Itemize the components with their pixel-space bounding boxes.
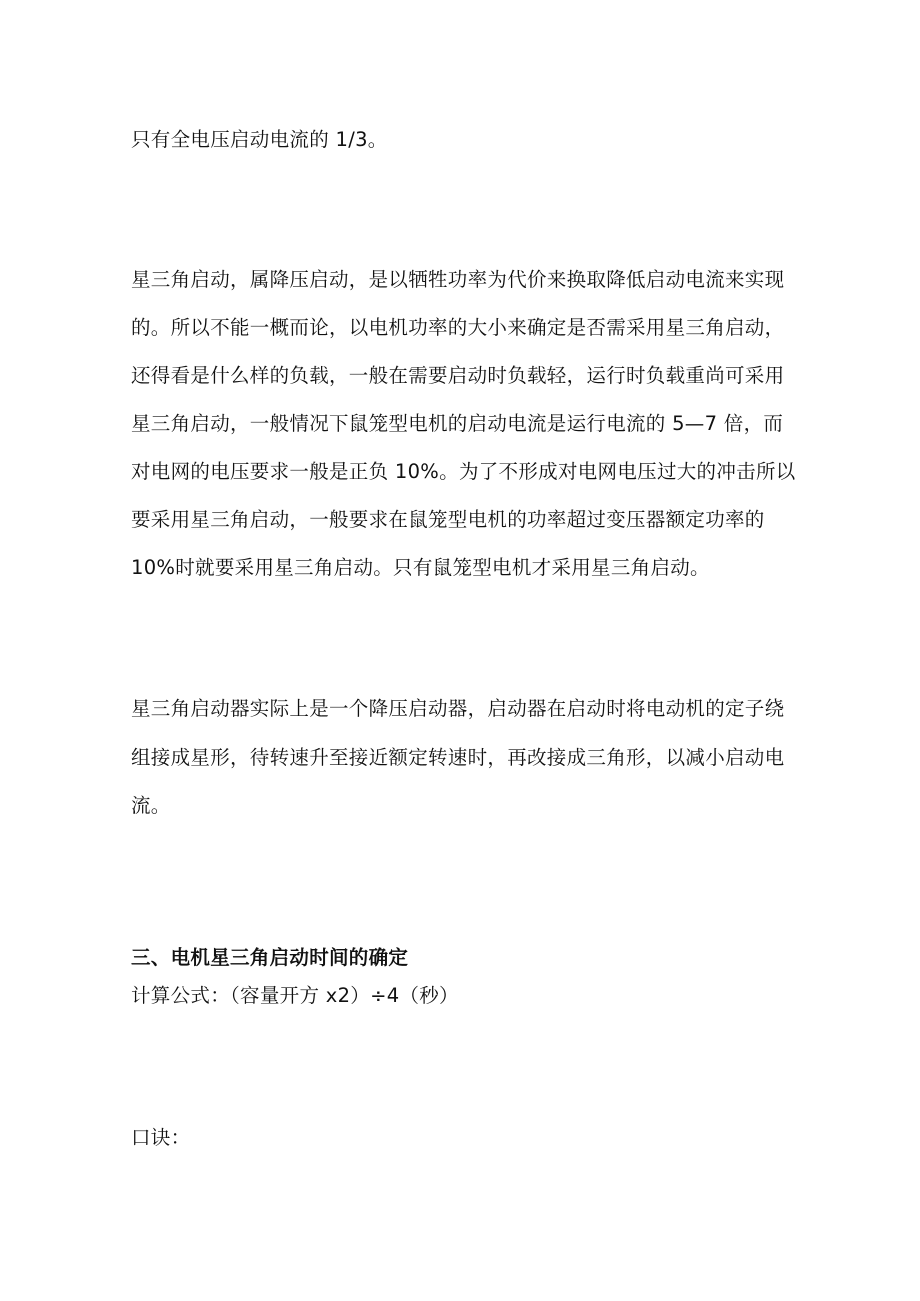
formula-text: 计算公式：（容量开方 x2）÷4（秒） (131, 984, 459, 1007)
paragraph-3-line: 星三角启动器实际上是一个降压启动器，启动器在启动时将电动机的定子绕 (131, 697, 785, 720)
paragraph-3-line: 流。 (131, 794, 171, 817)
section-heading: 三、电机星三角启动时间的确定 (131, 946, 409, 969)
paragraph-2-line: 还得看是什么样的负载，一般在需要启动时负载轻，运行时负载重尚可采用 (131, 364, 785, 387)
paragraph-3-line: 组接成星形，待转速升至接近额定转速时，再改接成三角形，以减小启动电 (131, 746, 785, 769)
paragraph-2-line: 的。所以不能一概而论，以电机功率的大小来确定是否需采用星三角启动， (131, 316, 785, 339)
paragraph-2-line: 星三角启动，属降压启动，是以牺牲功率为代价来换取降低启动电流来实现 (131, 268, 785, 291)
paragraph-1-line: 只有全电压启动电流的 1/3。 (131, 128, 388, 151)
paragraph-2-line: 对电网的电压要求一般是正负 10%。为了不形成对电网电压过大的冲击所以 (131, 460, 796, 483)
paragraph-2-line: 10%时就要采用星三角启动。只有鼠笼型电机才采用星三角启动。 (131, 556, 710, 579)
mnemonic-label: 口诀： (131, 1126, 191, 1149)
paragraph-2-line: 要采用星三角启动，一般要求在鼠笼型电机的功率超过变压器额定功率的 (131, 508, 765, 531)
paragraph-2-line: 星三角启动，一般情况下鼠笼型电机的启动电流是运行电流的 5—7 倍，而 (131, 412, 784, 435)
